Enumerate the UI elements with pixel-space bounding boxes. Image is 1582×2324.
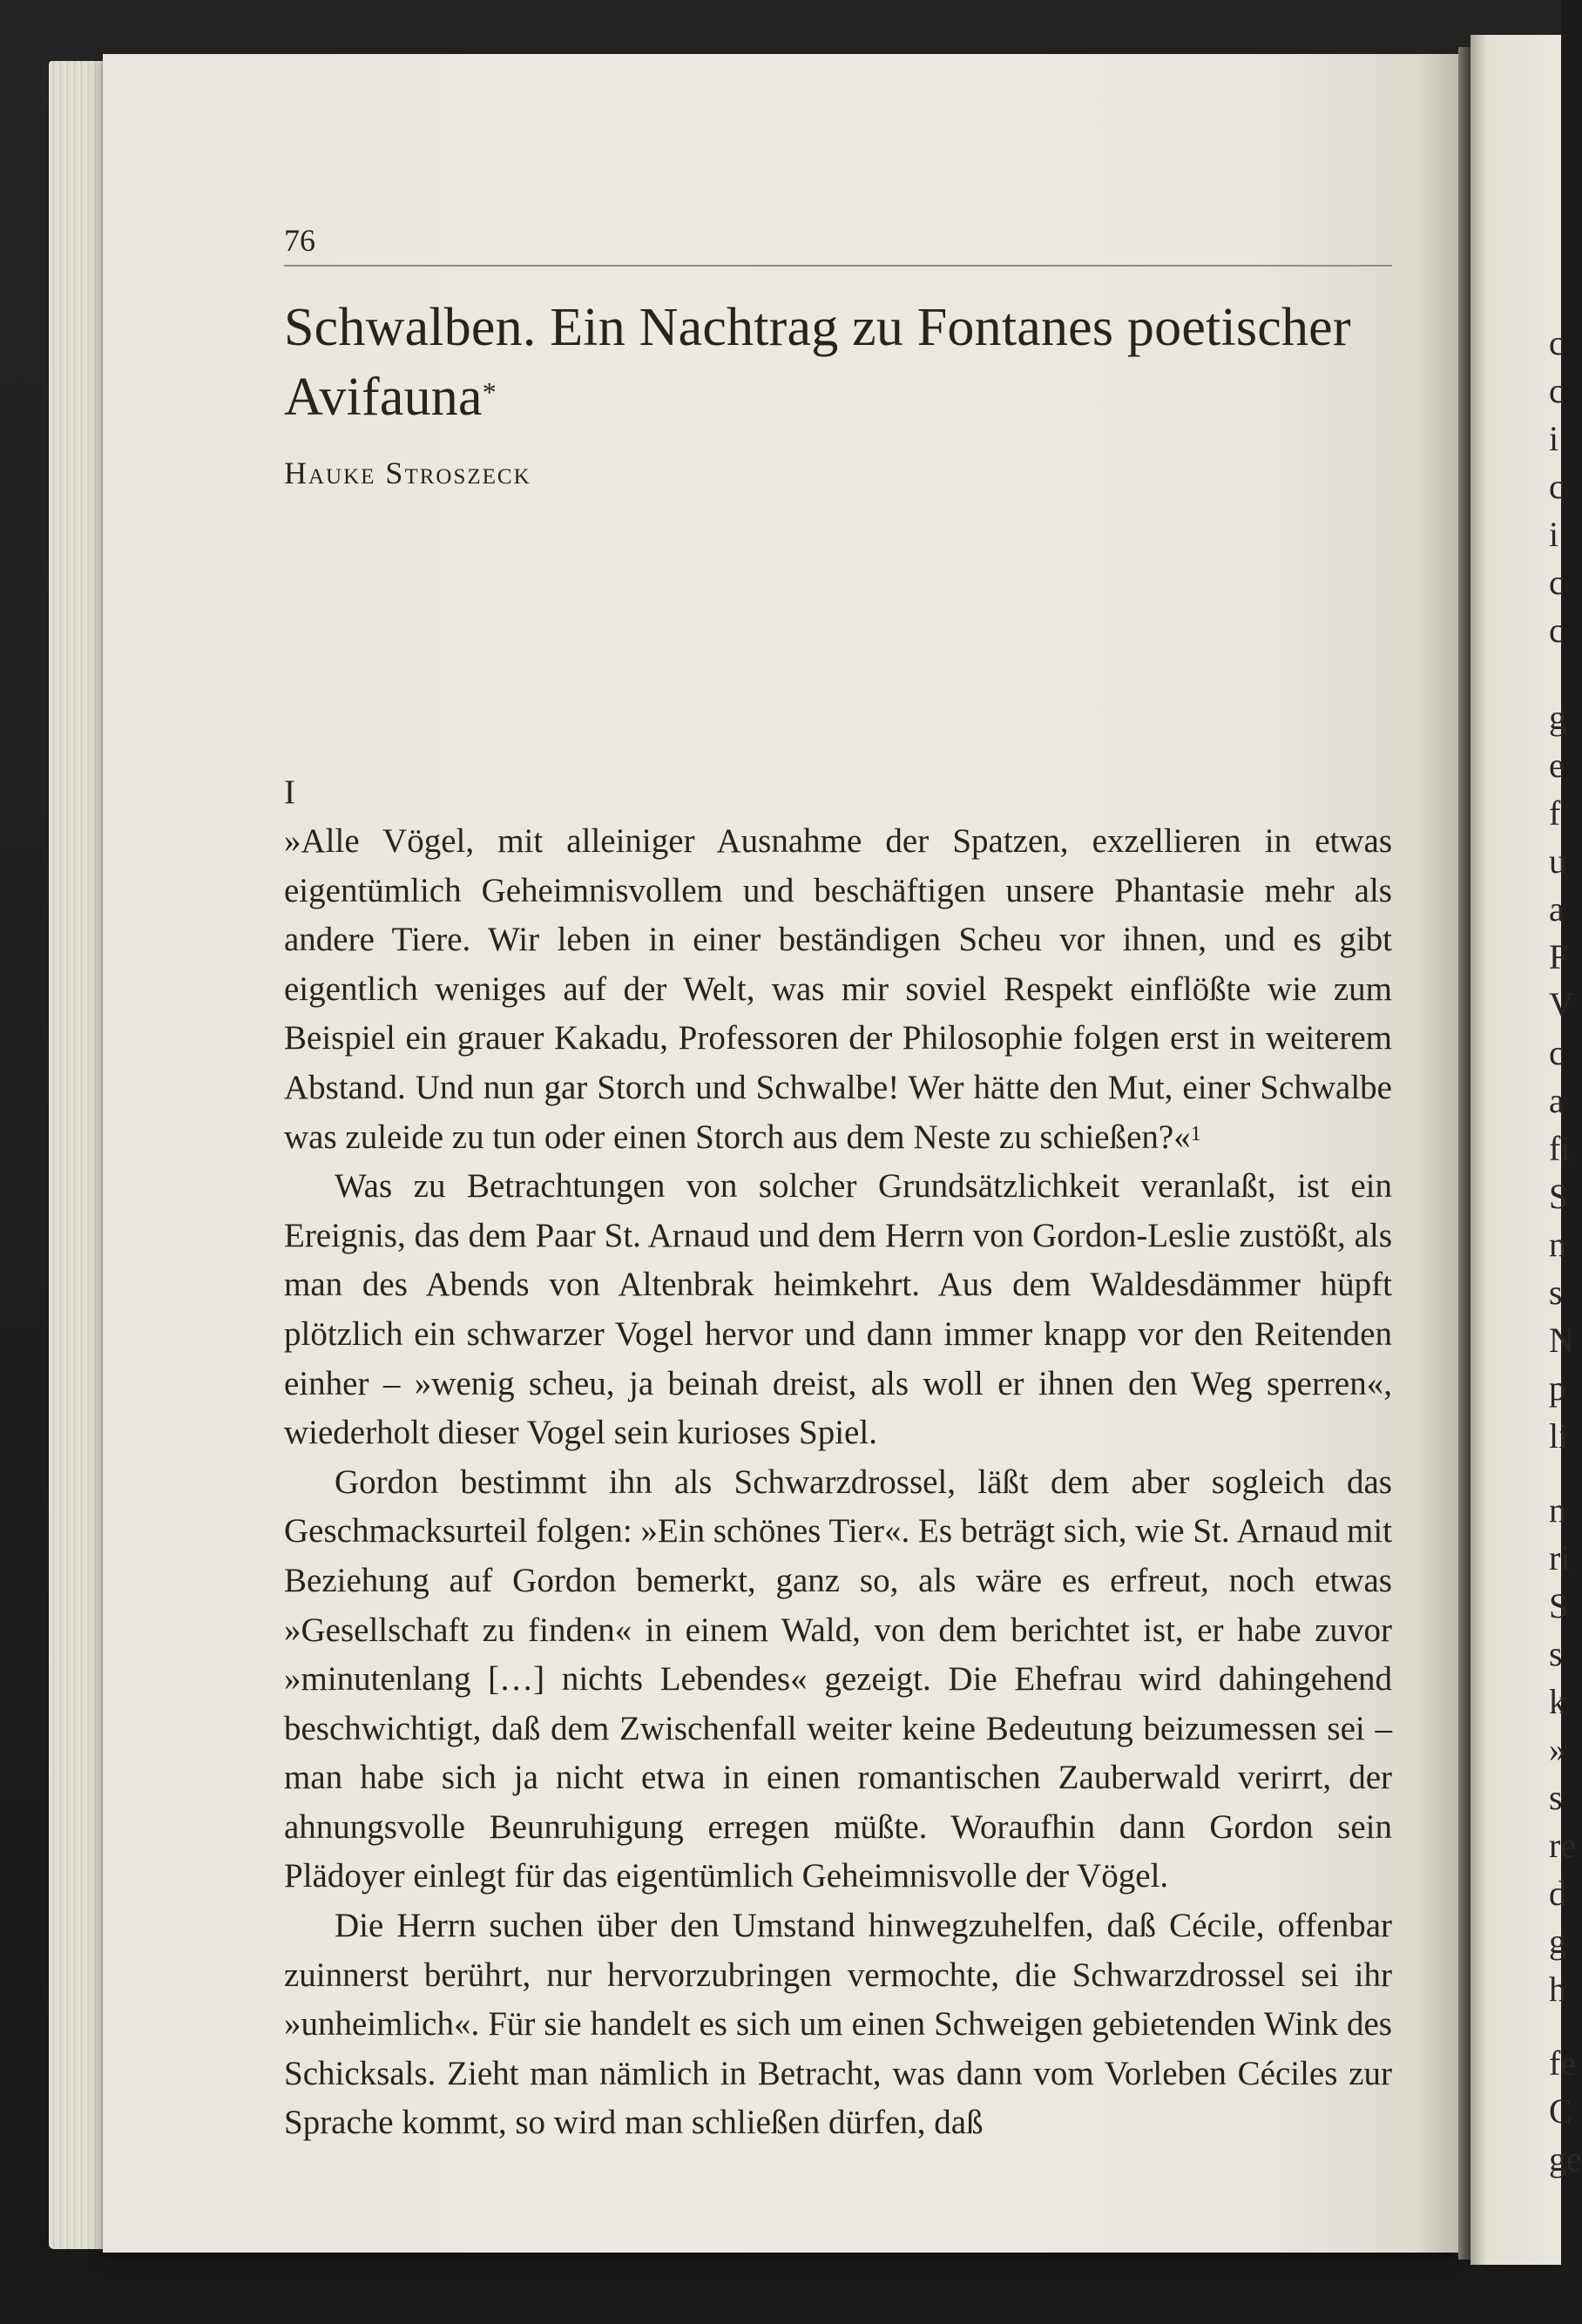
article-title — [284, 293, 1392, 432]
facing-page-fragment: C — [1549, 2091, 1572, 2131]
author-name: Hauke Stroszeck — [284, 456, 531, 490]
facing-page-fragment: g — [1549, 1922, 1566, 1961]
facing-page-fragment: li — [1549, 1416, 1569, 1456]
facing-page-fragment: a — [1549, 1081, 1565, 1120]
facing-page-fragment: F — [1549, 937, 1569, 976]
facing-page-fragment: ge — [1549, 2139, 1582, 2179]
facing-page-fragment: S — [1549, 1177, 1569, 1216]
facing-page-fragment: i — [1549, 515, 1559, 554]
section-number: I — [284, 774, 295, 811]
paragraph-3: Gordon bestimmt ihn als Schwarzdrossel, läßt dem aber sogleich das Geschmacksurteil folgen: »Ein schönes Tier«. Es beträgt sich, wie St. Arnaud mit Beziehung auf Gordon bemerkt, ganz so, als wäre es erfreut, noch etwas »Gesellschaft zu finden« in einem Wald, von dem berichtet ist, er habe zuvor »minutenlang […] nichts Lebendes« gezeigt. Die Ehefrau wird dahingehend beschwichtigt, daß dem Zwischenfall weiter keine Bedeutung beizumessen sei – man habe sich ja nicht etwa in einen romantischen Zauberwald verirrt, der ahnungsvolle Beunruhigung erregen müßte. Woraufhin dann Gordon sein Plädoyer einlegt für das eigentümlich Geheimnisvolle der Vögel. — [284, 1463, 1392, 1895]
facing-page-fragment: c — [1549, 323, 1565, 362]
facing-page-fragment: g — [1549, 698, 1566, 737]
facing-page-fragment: u — [1549, 841, 1566, 881]
paragraph-1-text: »Alle Vögel, mit alleiniger Ausnahme der Spatzen, exzellieren in etwas eigentümlich Geheimnisvollem und beschäftigen unsere Phantasie mehr als andere Tiere. Wir leben in einer beständigen Scheu vor ihnen, und es gibt eigentlich weniges auf der Welt, was mir soviel Respekt einflößte wie zum Beispiel ein grauer Kakadu, Professoren der Philosophie folgen erst in weiterem Abstand. Und nun gar Storch und Schwalbe! Wer hätte den Mut, einer Schwalbe was zuleide zu tun oder einen Storch aus dem Neste zu schießen?« — [284, 822, 1392, 1156]
facing-page-fragment: a — [1549, 889, 1565, 929]
facing-page-fragment: c — [1549, 611, 1565, 650]
facing-page-fragment: N — [1549, 1321, 1574, 1360]
facing-page-fragment: d — [1549, 1874, 1566, 1913]
page-number: 76 — [284, 223, 315, 258]
paragraph-2: Was zu Betrachtungen von solcher Grundsätzlichkeit veranlaßt, ist ein Ereignis, das dem Paar St. Arnaud und dem Herrn von Gordon-Leslie zustößt, als man des Abends von Altenbrak heimkehrt. Aus dem Waldesdämmer hüpft plötzlich ein schwarzer Vogel hervor und dann immer knapp vor den Reitenden einher – »wenig scheu, ja beinah dreist, als woll er ihnen den Weg sperren«, wiederholt dieser Vogel sein kurioses Spiel. — [284, 1167, 1392, 1452]
page-content — [284, 218, 1392, 2148]
facing-page-fragment: n — [1549, 1490, 1566, 1530]
facing-page-fragment: p — [1549, 1368, 1566, 1408]
facing-page-fragment: V — [1549, 985, 1574, 1024]
footnote-mark-1: 1 — [1190, 1122, 1201, 1145]
facing-page-fragment: h — [1549, 1969, 1566, 2009]
facing-page-fragment: c — [1549, 371, 1565, 410]
facing-page-fragment: re — [1549, 1826, 1577, 1865]
facing-page-fragment: s — [1549, 1634, 1563, 1673]
facing-page-fragment: S — [1549, 1586, 1569, 1625]
facing-page-fragment: c — [1549, 563, 1565, 602]
facing-page-fragment: s — [1549, 1273, 1563, 1312]
paragraph-4: Die Herrn suchen über den Umstand hinwegzuhelfen, daß Cécile, offenbar zuinnerst berührt, nur hervorzubringen vermochte, die Schwarzdrossel sei ihr »unheimlich«. Für sie handelt es sich um einen Schweigen gebietenden Wink des Schicksals. Zieht man nämlich in Betracht, was dann vom Vorleben Céciles zur Sprache kommt, so wird man schließen dürfen, daß — [284, 1907, 1392, 2142]
facing-page-fragment: n — [1549, 1225, 1566, 1264]
facing-page-fragment: c — [1549, 1033, 1565, 1072]
facing-page-fragment: » — [1549, 1730, 1566, 1769]
facing-page-fragment: s — [1549, 1778, 1563, 1817]
facing-page-fragment: ri — [1549, 1538, 1571, 1577]
facing-page-fragment: k — [1549, 1682, 1566, 1721]
running-header — [284, 218, 1392, 267]
facing-page-fragment: fe — [1549, 2044, 1577, 2083]
facing-page-fragment: f — [1549, 794, 1561, 833]
paragraph-1 — [284, 817, 1392, 1162]
facing-page-fragment: c — [1549, 467, 1565, 506]
facing-page — [1470, 35, 1582, 2265]
facing-page-fragment: e — [1549, 746, 1565, 785]
book-gutter — [1458, 47, 1470, 2260]
title-footnote-mark: * — [482, 376, 497, 408]
body-text — [284, 817, 1392, 2148]
facing-page-fragment: fi — [1549, 1129, 1571, 1168]
article-title-text: Schwalben. Ein Nachtrag zu Fontanes poetischer Avifauna — [284, 298, 1351, 427]
facing-page-fragment: i — [1549, 419, 1559, 458]
